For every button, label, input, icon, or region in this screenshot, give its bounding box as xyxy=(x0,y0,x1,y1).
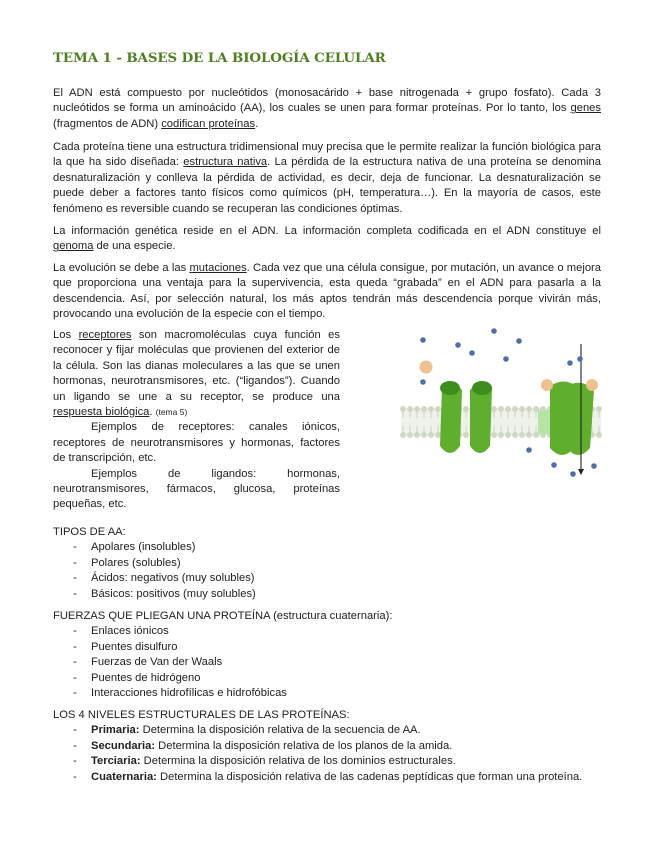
list-item: - Cuaternaria: Determina la disposición relativa de las cadenas peptídicas que forman una proteína. xyxy=(53,770,601,785)
term-genes: genes xyxy=(570,102,601,115)
term-respuesta-biologica: respuesta biológica xyxy=(53,406,150,419)
ligand-dot xyxy=(491,328,497,334)
tipos-aa-section xyxy=(53,525,601,602)
ligand-dot xyxy=(567,360,573,366)
niveles-section xyxy=(53,708,601,785)
fuerzas-heading: FUERZAS QUE PLIEGAN UNA PROTEÍNA (estructura cuaternaria): xyxy=(53,610,393,622)
ligand-dot xyxy=(577,356,583,362)
list-item: - Primaria: Determina la disposición relativa de la secuencia de AA. xyxy=(53,723,601,738)
paragraph-receptores: Los receptores son macromoléculas cuya función es reconocer y fijar moléculas que provienen del exterior de la célula. Son las dianas moleculares a las que se unen hormonas, neurotransmisores, etc. (“ligandos”). Cuando un ligando se une a su receptor, se produce una respuesta biológica. (tema 5) xyxy=(53,329,340,419)
list-item: - Apolares (insolubles) xyxy=(53,540,601,555)
page-title: TEMA 1 - BASES DE LA BIOLOGÍA CELULAR xyxy=(53,50,386,66)
paragraph-genoma: La información genética reside en el ADN. La información completa codificada en el ADN constituye el genoma de una especie. xyxy=(53,225,601,253)
receptor-channel xyxy=(550,381,594,455)
ligand-dot xyxy=(526,447,532,453)
ligand-dot xyxy=(503,356,509,362)
ligand-dot xyxy=(420,379,426,385)
niveles-list xyxy=(53,723,601,785)
term-genoma: genoma xyxy=(53,240,94,253)
ligand-dot xyxy=(420,337,426,343)
ligand-peach xyxy=(586,379,598,391)
list-item: - Interacciones hidrofílicas e hidrofóbicas xyxy=(53,686,601,701)
list-item: - Puentes de hidrógeno xyxy=(53,671,601,686)
list-item: - Secundaria: Determina la disposición relativa de los planos de la amida. xyxy=(53,739,601,754)
list-item: - Polares (solubles) xyxy=(53,556,601,571)
receptores-text-block xyxy=(53,328,340,513)
tipos-aa-heading: TIPOS DE AA: xyxy=(53,526,126,538)
ligand-peach xyxy=(420,361,433,374)
paragraph-ejemplos-receptores: Ejemplos de receptores: canales iónicos, receptores de neurotransmisores y hormonas, factores de transcripción, etc. xyxy=(53,421,340,465)
ligand-dot xyxy=(570,471,576,477)
arrow-down-icon xyxy=(578,469,584,475)
list-item: - Ácidos: negativos (muy solubles) xyxy=(53,571,601,586)
fuerzas-list xyxy=(53,624,601,701)
ligand-peach xyxy=(541,379,553,391)
paragraph-ejemplos-ligandos: Ejemplos de ligandos: hormonas, neurotransmisores, fármacos, glucosa, proteínas pequeñas, etc. xyxy=(53,467,340,511)
list-item: - Terciaria: Determina la disposición relativa de los dominios estructurales. xyxy=(53,754,601,769)
term-estructura-nativa: estructura nativa xyxy=(183,156,268,169)
list-item: - Fuerzas de Van der Waals xyxy=(53,655,601,670)
ligand-dot xyxy=(551,462,557,468)
tema-reference: (tema 5) xyxy=(155,407,188,418)
list-item: - Enlaces iónicos xyxy=(53,624,601,639)
ligand-dot xyxy=(455,342,461,348)
ligand-dot xyxy=(591,463,597,469)
list-item: - Básicos: positivos (muy solubles) xyxy=(53,587,601,602)
niveles-heading: LOS 4 NIVELES ESTRUCTURALES DE LAS PROTEÍNAS: xyxy=(53,709,350,721)
tipos-aa-list xyxy=(53,540,601,602)
ligand-dot xyxy=(469,350,475,356)
fuerzas-section xyxy=(53,609,601,701)
term-codifican-proteinas: codifican proteínas xyxy=(161,117,256,130)
paragraph-estructura-nativa: Cada proteína tiene una estructura tridimensional muy precisa que le permite realizar la función biológica para la que ha sido diseñada: estructura nativa. La pérdida de la estructura nativa de una proteína se denomina desnaturalización y conlleva la pérdida de actividad, es decir, deja de funcionar. La desnaturalización se puede deber a factores tanto físicos como químicos (pH, temperatura…). En la mayoría de casos, este fenómeno es reversible cuando se recuperan las condiciones óptimas. xyxy=(53,141,601,215)
term-mutaciones: mutaciones xyxy=(189,262,247,274)
list-item: - Puentes disulfuro xyxy=(53,640,601,655)
receptor-membrane-illustration xyxy=(398,328,603,488)
term-receptores: receptores xyxy=(78,329,132,341)
paragraph-evolucion: La evolución se debe a las mutaciones. Cada vez que una célula consigue, por mutación, un avance o mejora que proporciona una ventaja para la supervivencia, esta queda “grabada” en el ADN para pasarla a la descendencia. Así, por selección natural, los más aptos tendrán más descendencia porque vivirán más, provocando una evolución de la especie con el tiempo. xyxy=(53,262,602,321)
paragraph-adn: El ADN está compuesto por nucleótidos (monosacárido + base nitrogenada + grupo fosfato). Cada 3 nucleótidos se forma un aminoácido (AA), los cuales se unen para formar proteínas. Por lo tanto, los genes (fragmentos de ADN) codifican proteínas. xyxy=(53,87,601,130)
ligand-dot xyxy=(516,338,522,344)
